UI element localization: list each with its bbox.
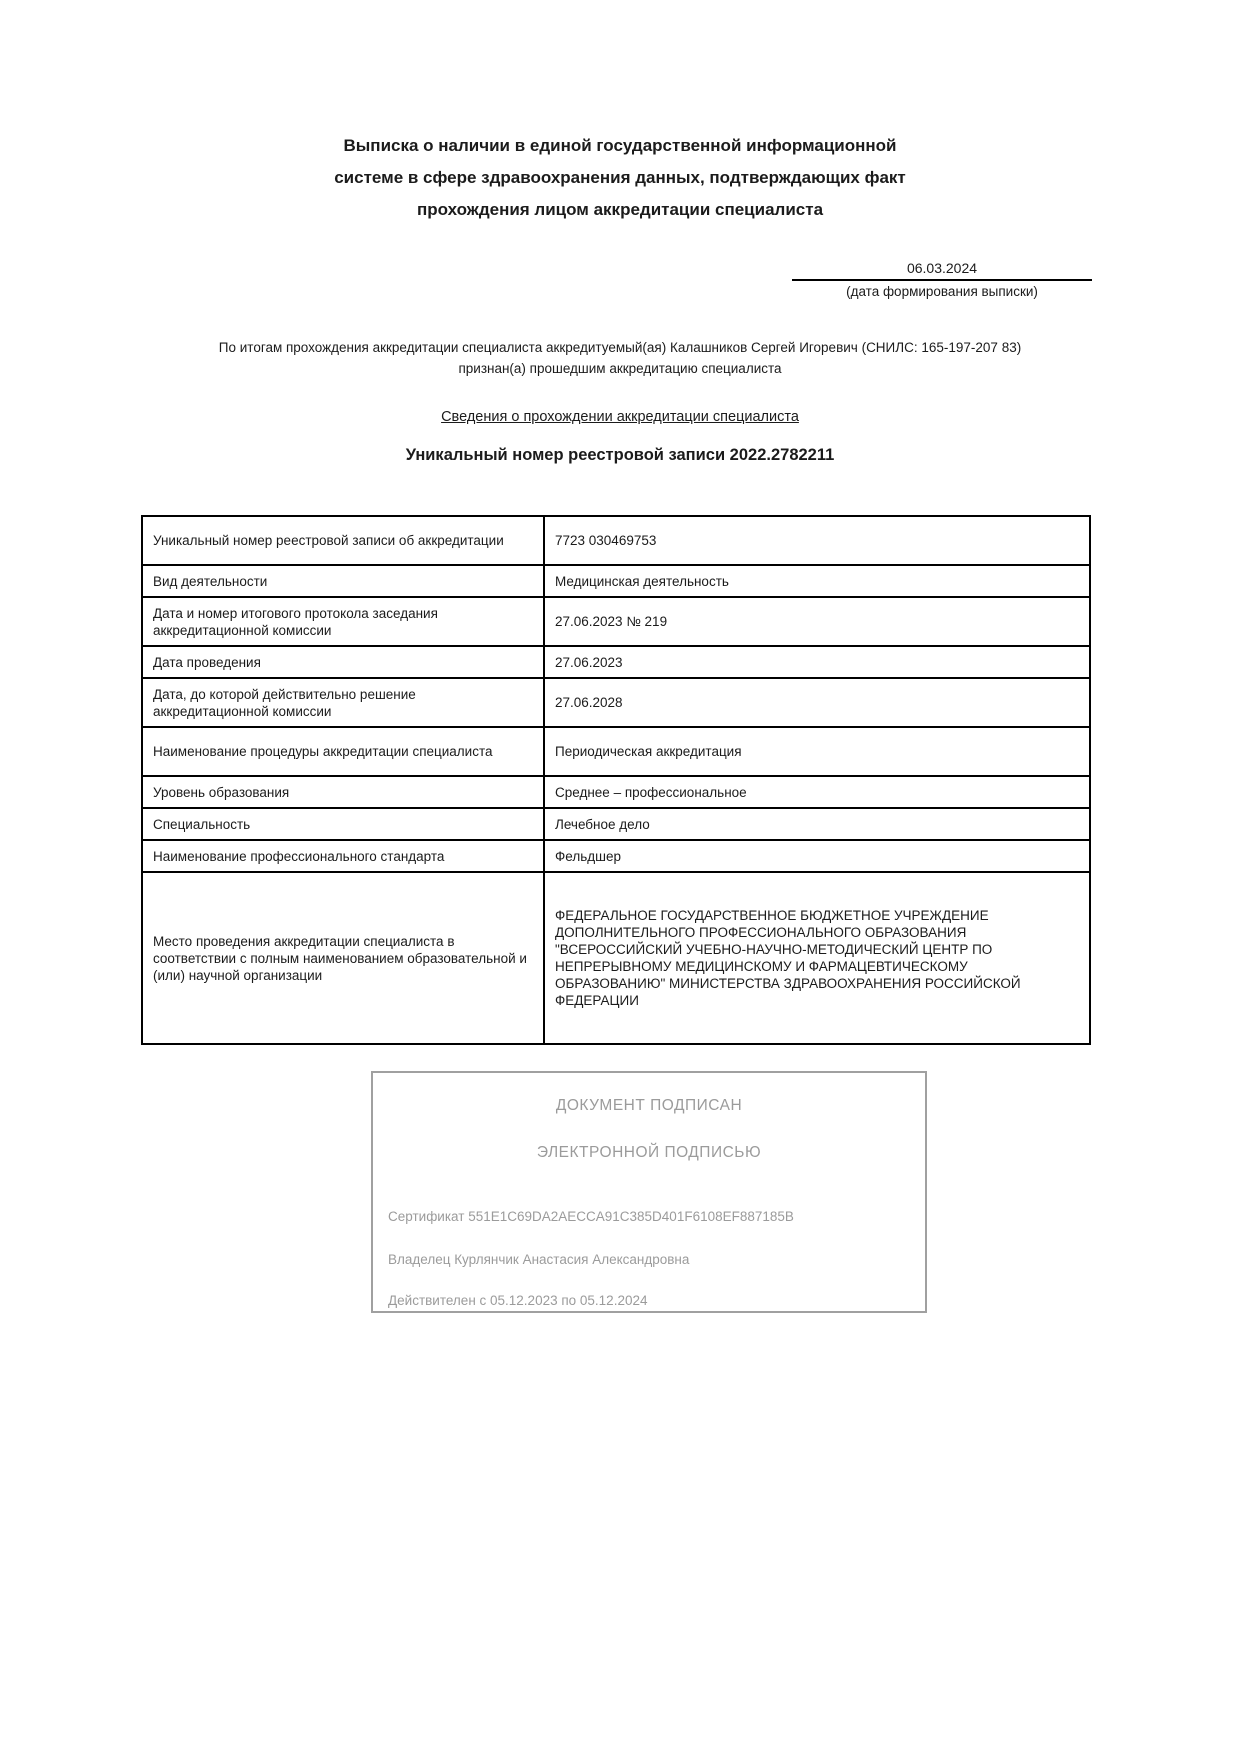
accreditation-summary: [0, 337, 1240, 379]
row-label: Наименование профессионального стандарта: [142, 840, 544, 872]
row-value: 27.06.2028: [544, 678, 1090, 727]
row-value: Лечебное дело: [544, 808, 1090, 840]
document-title-line: Выписка о наличии в единой государственной информационной: [343, 136, 897, 155]
certificate-validity: Действителен с 05.12.2023 по 05.12.2024: [388, 1293, 648, 1308]
row-label: Уникальный номер реестровой записи об аккредитации: [142, 516, 544, 565]
row-value: 7723 030469753: [544, 516, 1090, 565]
certificate-owner: Владелец Курлянчик Анастасия Александровна: [388, 1252, 690, 1267]
accreditation-summary-line: признан(а) прошедшим аккредитацию специалиста: [458, 361, 782, 376]
signature-title-line-1: ДОКУМЕНТ ПОДПИСАН: [555, 1097, 743, 1114]
table-row: [142, 776, 1090, 808]
row-label: Наименование процедуры аккредитации специалиста: [142, 727, 544, 776]
row-value: Среднее – профессиональное: [544, 776, 1090, 808]
accreditation-summary-line: По итогам прохождения аккредитации специалиста аккредитуемый(ая) Калашников Сергей Игоревич (СНИЛС: 165-197-207 83): [218, 340, 1022, 355]
row-label: Место проведения аккредитации специалиста в соответствии с полным наименованием образовательной и (или) научной организации: [142, 872, 544, 1044]
row-label: Уровень образования: [142, 776, 544, 808]
row-value: Фельдшер: [544, 840, 1090, 872]
row-label: Специальность: [142, 808, 544, 840]
signature-title-line-2: ЭЛЕКТРОННОЙ ПОДПИСЬЮ: [536, 1144, 762, 1161]
document-title-line: прохождения лицом аккредитации специалиста: [416, 200, 824, 219]
table-row: [142, 646, 1090, 678]
table-row: [142, 727, 1090, 776]
row-value: Периодическая аккредитация: [544, 727, 1090, 776]
row-value: 27.06.2023 № 219: [544, 597, 1090, 646]
accreditation-table: [141, 515, 1091, 1045]
document-title-line: системе в сфере здравоохранения данных, подтверждающих факт: [334, 168, 906, 187]
row-label: Дата и номер итогового протокола заседания аккредитационной комиссии: [142, 597, 544, 646]
extract-date: 06.03.2024: [792, 260, 1092, 281]
row-label: Вид деятельности: [142, 565, 544, 597]
registry-number-heading: Уникальный номер реестровой записи 2022.2782211: [405, 446, 835, 464]
certificate-number: Сертификат 551E1C69DA2AECCA91C385D401F6108EF887185B: [388, 1209, 794, 1224]
table-row: [142, 678, 1090, 727]
table-row: [142, 597, 1090, 646]
table-row: [142, 872, 1090, 1044]
table-row: [142, 808, 1090, 840]
extract-date-block: [792, 260, 1092, 299]
row-label: Дата проведения: [142, 646, 544, 678]
section-heading: Сведения о прохождении аккредитации специалиста: [441, 409, 799, 425]
digital-signature-stamp: [371, 1071, 927, 1313]
extract-date-caption: (дата формирования выписки): [846, 284, 1038, 299]
table-row: [142, 840, 1090, 872]
table-row: [142, 565, 1090, 597]
row-label: Дата, до которой действительно решение аккредитационной комиссии: [142, 678, 544, 727]
row-value: ФЕДЕРАЛЬНОЕ ГОСУДАРСТВЕННОЕ БЮДЖЕТНОЕ УЧРЕЖДЕНИЕ ДОПОЛНИТЕЛЬНОГО ПРОФЕССИОНАЛЬНОГО ОБРАЗОВАНИЯ "ВСЕРОССИЙСКИЙ УЧЕБНО-НАУЧНО-МЕТОДИЧЕСКИЙ ЦЕНТР ПО НЕПРЕРЫВНОМУ МЕДИЦИНСКОМУ И ФАРМАЦЕВТИЧЕСКОМУ ОБРАЗОВАНИЮ" МИНИСТЕРСТВА ЗДРАВООХРАНЕНИЯ РОССИЙСКОЙ ФЕДЕРАЦИИ: [544, 872, 1090, 1044]
document-title: [0, 0, 1240, 226]
row-value: Медицинская деятельность: [544, 565, 1090, 597]
row-value: 27.06.2023: [544, 646, 1090, 678]
table-row: [142, 516, 1090, 565]
